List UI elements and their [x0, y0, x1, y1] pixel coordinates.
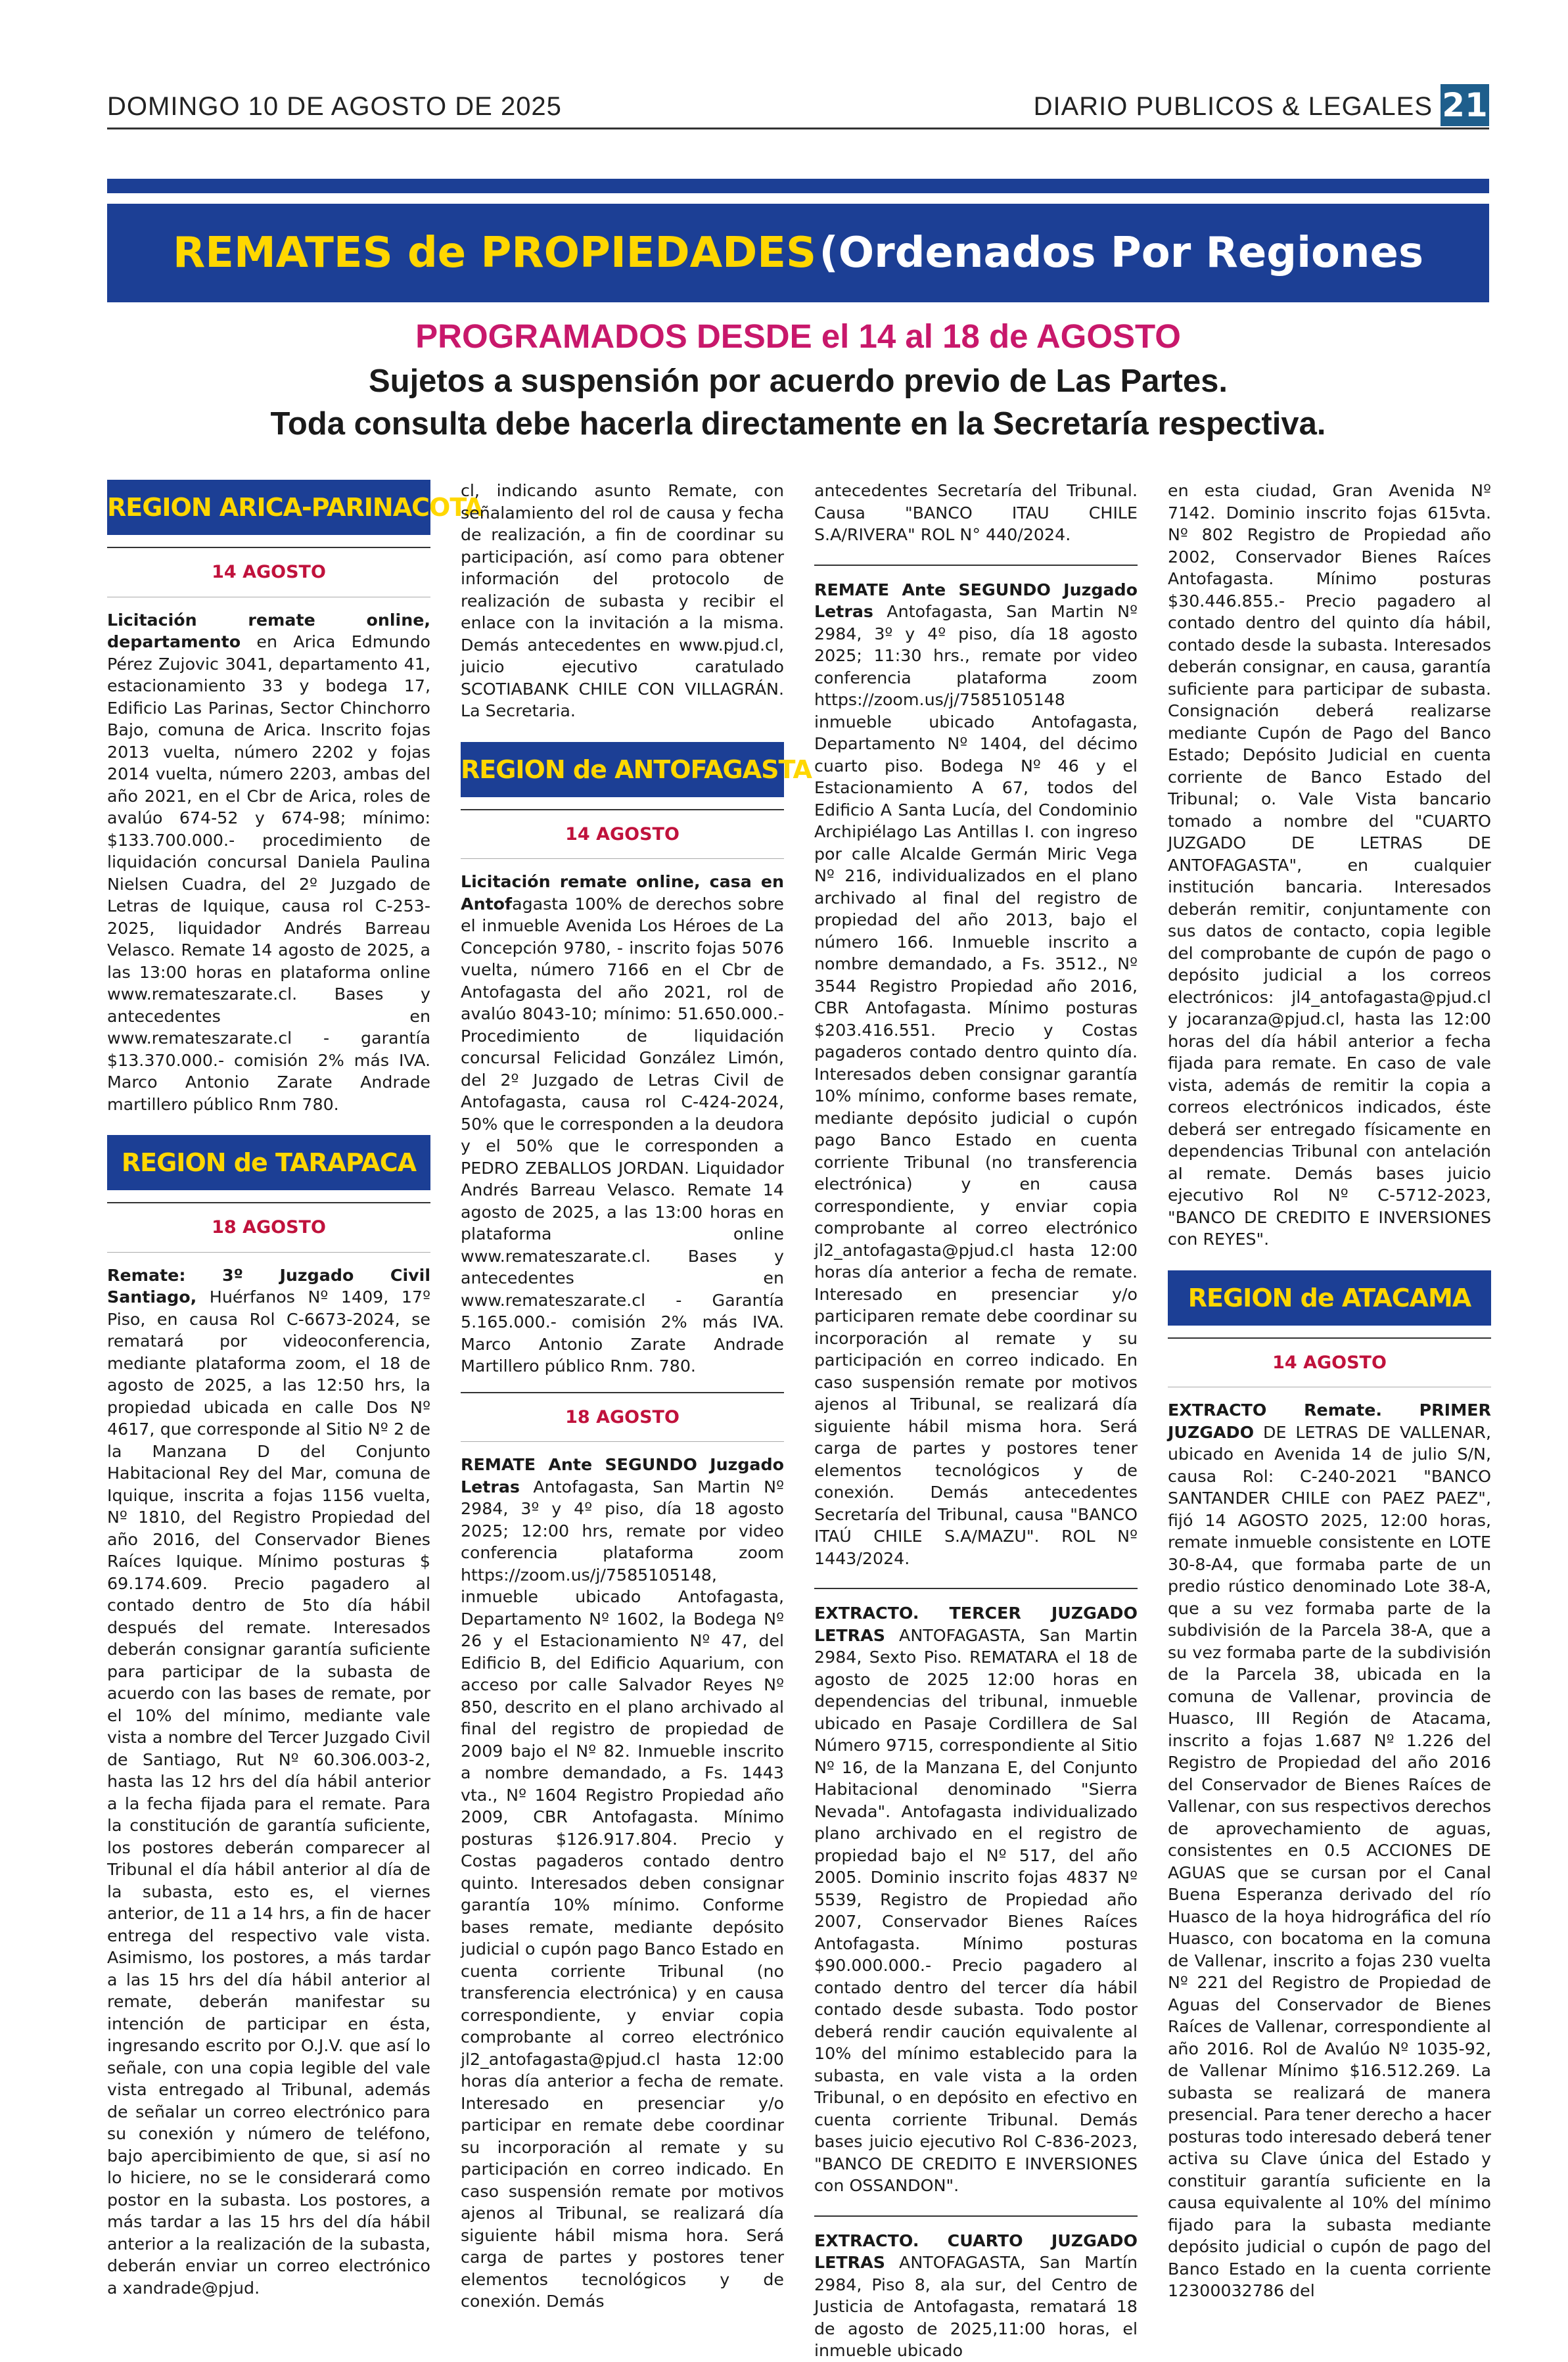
notice-lead: Licitación remate online, departamento	[107, 610, 430, 651]
date-label: 14 AGOSTO	[1168, 1337, 1491, 1388]
column-3	[814, 480, 1138, 2362]
page-number-badge: 21	[1441, 84, 1489, 126]
notice-lead: EXTRACTO Remate. PRIMER JUZGADO	[1168, 1401, 1491, 1442]
notice-body: ANTOFAGASTA, San Martin 2984, Sexto Piso. REMATARA el 18 de agosto de 2025 12:00 horas en dependencias del tribunal, inmueble ubicado en Pasaje Cordillera de Sal Número 9715, correspondiente al Sitio Nº 16, de la Manzana E, del Conjunto Habitacional denominado "Sierra Nevada". Antofagasta individualizado plano archivado en el registro de propiedad bajo el Nº 517, del año 2005. Dominio inscrito fojas 4837 Nº 5539, Registro de Propiedad año 2007, Conservador Bienes Raíces Antofagasta. Mínimo posturas $90.000.000.- Precio pagadero al contado dentro del tercer día hábil contado desde subasta. Todo postor deberá rendir caución equivalente al 10% del mínimo establecido para la subasta, en vale vista a la orden Tribunal, o en depósito en efectivo en cuenta corriente Tribunal. Demás bases juicio ejecutivo Rol C-836-2023, "BANCO DE CREDITO E INVERSIONES con OSSANDON".	[814, 1625, 1138, 2195]
notice-continuation: en esta ciudad, Gran Avenida Nº 7142. Dominio inscrito fojas 615vta. Nº 802 Registro de Propiedad año 2002, Conservador Bienes Raíces Antofagasta. Mínimo posturas $30.446.855.- Precio pagadero al contado dentro del quinto día hábil, contado desde la subasta. Interesados deberán consignar, en causa, garantía suficiente para participar de subasta. Consignación deberá realizarse mediante Cupón de Pago del Banco Estado; Depósito Judicial en cuenta corriente de Banco Estado del Tribunal; o. Vale Vista bancario tomado a nombre del "CUARTO JUZGADO DE LETRAS DE ANTOFAGASTA", en cualquier institución bancaria. Interesados deberán remitir, conjuntamente con sus datos de contacto, copia legible del comprobante de cupón de pago o depósito judicial a los correos electrónicos: jl4_antofagasta@pjud.cl y jocaranza@pjud.cl, hasta las 12:00 horas del día hábil anterior a fecha fijada para remate. En caso de vale vista, además de remitir la copia a correos electrónicos indicados, éste deberá ser entregado físicamente en dependencias Tribunal con antelación aI remate. Demás bases juicio ejecutivo Rol Nº C-5712-2023, "BANCO DE CREDITO E INVERSIONES con REYES".	[1168, 481, 1491, 1249]
notice-continuation: cl, indicando asunto Remate, con señalamiento del rol de causa y fecha de realización, a fin de coordinar su participación, así como para obtener información del protocolo de realización de subasta y recibir el enlace con la invitación a la misma. Demás antecedentes en www.pjud.cl, juicio ejecutivo caratulado SCOTIABANK CHILE CON VILLAGRÁN. La Secretaria.	[461, 481, 784, 720]
inquiry-notice: Toda consulta debe hacerla directamente en la Secretaría respectiva.	[270, 406, 1326, 442]
publication-name: DIARIO PUBLICOS & LEGALES	[1033, 92, 1433, 121]
notice-cuarto-juzgado	[814, 2230, 1138, 2362]
region-header-antofagasta: REGION de ANTOFAGASTA	[461, 742, 784, 797]
notice-body: agasta 100% de derechos sobre el inmueble Avenida Los Héroes de La Concepción 9780, - inscrito fojas 5076 vuelta, número 7166 en el Cbr de Antofagasta del año 2021, rol de avalúo 8043-10; mínimo: 51.650.000.- Procedimiento de liquidación concursal Felicidad González Limón, del 2º Juzgado de Letras Civil de Antofagasta, causa rol C-424-2024, 50% que le corresponden a la deudora y el 50% que le corresponden a PEDRO ZEBALLOS JORDAN. Liquidador Andrés Barreau Velasco. Remate 14 agosto de 2025, a las 13:00 horas en plataforma online www.remateszarate.cl. Bases y antecedentes en www.remateszarate.cl - Garantía 5.165.000.- comisión 2% más IVA. Marco Antonio Zarate Andrade Martillero público Rnm. 780.	[461, 894, 784, 1376]
date-label: 18 AGOSTO	[461, 1392, 784, 1443]
notice-continuation: antecedentes Secretaría del Tribunal. Causa "BANCO ITAU CHILE S.A/RIVERA" ROL N° 440/2024.	[814, 481, 1138, 544]
banner-title-sub: (Ordenados Por Regiones	[819, 229, 1424, 277]
header-date: DOMINGO 10 DE AGOSTO DE 2025	[107, 92, 562, 121]
notice-body: Huérfanos Nº 1409, 17º Piso, en causa Rol C-6673-2024, se rematará por videoconferencia, mediante plataforma zoom, el 18 de agosto de 2025, a las 12:50 hrs, la propiedad ubicada en calle Dos Nº 4617, que corresponde al Sitio Nº 2 de la Manzana D del Conjunto Habitacional Rey del Mar, comuna de Iquique, inscrita a fojas 1156 vuelta, Nº 1810, del Registro Propiedad del año 2016, del Conservador Bienes Raíces Iquique. Mínimo posturas $ 69.174.609. Precio pagadero al contado dentro de 5to día hábil después del remate. Interesados deberán consignar garantía suficiente para participar de la subasta de acuerdo con las bases de remate, por el 10% del mínimo, mediante vale vista a nombre del Tercer Juzgado Civil de Santiago, Rut Nº 60.306.003-2, hasta las 12 hrs del día hábil anterior a la fecha fijada para el remate. Para la constitución de garantía suficiente, los postores deberán comparecer al Tribunal el día hábil anterior al día de la subasta, esto es, el viernes anterior, de 11 a 14 hrs, a fin de hacer entrega del respectivo vale vista. Asimismo, los postores, a más tardar a las 15 hrs del día hábil anterior al remate, deberán manifestar su intención de participar en ésta, ingresando escrito por O.J.V. que así lo señale, con una copia legible del vale vista entregado al Tribunal, además de señalar un correo electrónico para su conexión y número de teléfono, bajo apercibimiento de que, si así no lo hiciere, no se le considerará como postor en la subasta. Los postores, a más tardar a las 15 hrs del día hábil anterior a la realización de la subasta, deberán enviar un correo electrónico a xandrade@pjud.	[107, 1287, 430, 2298]
notice-lead: EXTRACTO. CUARTO JUZGADO LETRAS	[814, 2231, 1138, 2272]
notice-body: Antofagasta, San Martin Nº 2984, 3º y 4º piso, día 18 agosto 2025; 11:30 hrs., remate por video conferencia plataforma zoom https://zoom.us/j/7585105148 inmueble ubicado Antofagasta, Departamento Nº 1404, del décimo cuarto piso. Bodega Nº 46 y el Estacionamiento A 67, todos del Edificio A Santa Lucía, del Condominio Archipiélago Las Antillas I. con ingreso por calle Alcalde Germán Miric Vega Nº 216, individualizados en el plano archivado al final del registro de propiedad del año 2013, bajo el número 166. Inmueble inscrito a nombre demandado, a Fs. 3512., Nº 3544 Registro Propiedad año 2016, CBR Antofagasta. Mínimo posturas $203.416.551. Precio y Costas pagaderos contado dentro quinto día. Interesados deben consignar garantía 10% mínimo, conforme bases remate, mediante depósito judicial o cupón pago Banco Estado en cuenta corriente Tribunal (no transferencia electrónica) y en causa correspondiente, y enviar copia comprobante al correo electrónico jl2_antofagasta@pjud.cl hasta 12:00 horas día anterior a fecha de remate. Interesado en presenciar y/o participaren remate debe coordinar su incorporación al remate y su participación en correo indicado. En caso suspensión remate por motivos ajenos al Tribunal, se realizará día siguiente hábil misma hora. Será carga de partes y postores tener elementos tecnológicos y de conexión. Demás antecedentes Secretaría del Tribunal, causa "BANCO ITAÚ CHILE S.A/MAZU". ROL Nº 1443/2024.	[814, 602, 1138, 1568]
notice-body: ANTOFAGASTA, San Martín 2984, Piso 8, ala sur, del Centro de Justicia de Antofagasta, rematará 18 de agosto de 2025,11:00 horas, el inmueble ubicado	[814, 2253, 1138, 2360]
notice-body: DE LETRAS DE VALLENAR, ubicado en Avenida 14 de julio S/N, causa Rol: C-240-2021 "BANCO SANTANDER CHILE con PAEZ PAEZ", fijó 14 AGOSTO 2025, 12:00 horas, remate inmueble consistente en LOTE 30-8-A4, que formaba parte de un predio rústico denominado Lote 38-A, que a su vez formaba parte de la subdivisión de la Parcela 38-A, que a su vez formaba parte de la subdivisión de la Parcela 38, ubicada en la comuna de Vallenar, provincia de Huasco, III Región de Atacama, inscrito a fojas 1.687 Nº 1.226 del Registro de Propiedad del año 2016 del Conservador de Bienes Raíces de Vallenar, con sus respectivos derechos de aprovechamiento de aguas, consistentes en 0.5 ACCIONES DE AGUAS que se cursan por el Canal Buena Esperanza derivado del río Huasco de la hoya hidrográfica del río Huasco, con bocatoma en la comuna de Vallenar, inscrito a fojas 230 vuelta Nº 221 del Registro de Propiedad de Aguas del Conservador de Bienes Raíces de Vallenar, correspondiente al año 2016. Rol de Avalúo Nº 1035-92, de Vallenar Mínimo $16.512.269. La subasta se realizará de manera presencial. Para tener derecho a hacer posturas todo interesado deberá tener activa su Clave única del Estado y constituir garantía suficiente en la causa equivalente al 10% del mínimo fijado para la subasta mediante depósito judicial o cupón de pago del Banco Estado en la cuenta corriente 12300032786 del	[1168, 1422, 1491, 2300]
region-header-arica: REGION ARICA-PARINACOTA	[107, 480, 430, 535]
notice-arica	[107, 609, 430, 1116]
region-header-atacama: REGION de ATACAMA	[1168, 1270, 1491, 1326]
notice-atacama	[1168, 1399, 1491, 2302]
suspension-notice: Sujetos a suspensión por acuerdo previo de Las Partes.	[368, 363, 1228, 399]
notice-tercer-juzgado	[814, 1602, 1138, 2197]
schedule-heading: PROGRAMADOS DESDE el 14 al 18 de AGOSTO	[415, 317, 1181, 355]
date-label: 18 AGOSTO	[107, 1202, 430, 1253]
divider	[814, 1588, 1138, 1589]
date-label: 14 AGOSTO	[107, 547, 430, 597]
notice-tarapaca	[107, 1264, 430, 2300]
section-banner	[107, 204, 1489, 302]
date-label: 14 AGOSTO	[461, 809, 784, 860]
banner-title-main: REMATES de PROPIEDADES	[172, 229, 817, 277]
notice-lead: EXTRACTO. TERCER JUZGADO LETRAS	[814, 1604, 1138, 1645]
notice-lead: REMATE Ante SEGUNDO Juzgado Letras	[814, 580, 1138, 621]
banner-top-stripe	[107, 179, 1489, 193]
column-1	[107, 480, 483, 2299]
notice-body: Antofagasta, San Martin Nº 2984, 3º y 4º piso, día 18 agosto 2025; 12:00 hrs, remate por video conferencia plataforma zoom https://zoom.us/j/7585105148, inmueble ubicado Antofagasta, Departamento Nº 1602, la Bodega Nº 26 y el Estacionamiento Nº 47, del Edificio B, del Edificio Aquarium, con acceso por calle Salvador Reyes Nº 850, descrito en el plano archivado al final del registro de propiedad de 2009 bajo el Nº 82. Inmueble inscrito a nombre demandado, a Fs. 1443 vta., Nº 1604 Registro Propiedad año 2009, CBR Antofagasta. Mínimo posturas $126.917.804. Precio y Costas pagaderos contado dentro quinto. Interesados deben consignar garantía 10% mínimo. Conforme bases remate, mediante depósito judicial o cupón pago Banco Estado en cuenta corriente Tribunal (no transferencia electrónica) y en causa correspondiente, y enviar copia comprobante al correo electrónico jl2_antofagasta@pjud.cl hasta 12:00 horas día anterior a fecha de remate. Interesado en presenciar y/o participar en remate debe coordinar su incorporación al remate y su participación en correo indicado. En caso suspensión remate por motivos ajenos al Tribunal, se realizará día siguiente hábil misma hora. Será carga de partes y postores tener elementos tecnológicos y de conexión. Demás	[461, 1477, 784, 2311]
notice-antofagasta-casa	[461, 871, 784, 1378]
column-2	[461, 480, 812, 2313]
page-header	[107, 83, 1489, 129]
notice-segundo-juzgado	[814, 579, 1138, 1570]
notice-antofagasta-depto	[461, 1454, 784, 2313]
notice-lead: Remate: 3º Juzgado Civil Santiago,	[107, 1265, 430, 1307]
region-header-tarapaca: REGION de TARAPACA	[107, 1135, 430, 1190]
divider	[814, 565, 1138, 566]
notice-lead: Licitación remate online, casa en Antof	[461, 872, 784, 914]
notice-lead: REMATE Ante SEGUNDO Juzgado Letras	[461, 1455, 784, 1496]
column-4	[1168, 480, 1491, 2302]
notice-body: en Arica Edmundo Pérez Zujovic 3041, departamento 41, estacionamiento 33 y bodega 17, Edificio Las Parinas, Sector Chinchorro Bajo, comuna de Arica. Inscrito fojas 2013 vuelta, número 2202 y fojas 2014 vuelta, número 2203, ambas del año 2021, en el Cbr de Arica, roles de avalúo 674-52 y 674-98; mínimo: $133.700.000.- procedimiento de liquidación concursal Daniela Paulina Nielsen Cuadra, del 2º Juzgado de Letras de Iquique, causa rol C-253-2025, liquidador Andrés Barreau Velasco. Remate 14 agosto de 2025, a las 13:00 horas en plataforma online www.remateszarate.cl. Bases y antecedentes en www.remateszarate.cl - garantía $13.370.000.- comisión 2% más IVA. Marco Antonio Zarate Andrade martillero público Rnm 780.	[107, 632, 430, 1114]
divider	[814, 2215, 1138, 2217]
